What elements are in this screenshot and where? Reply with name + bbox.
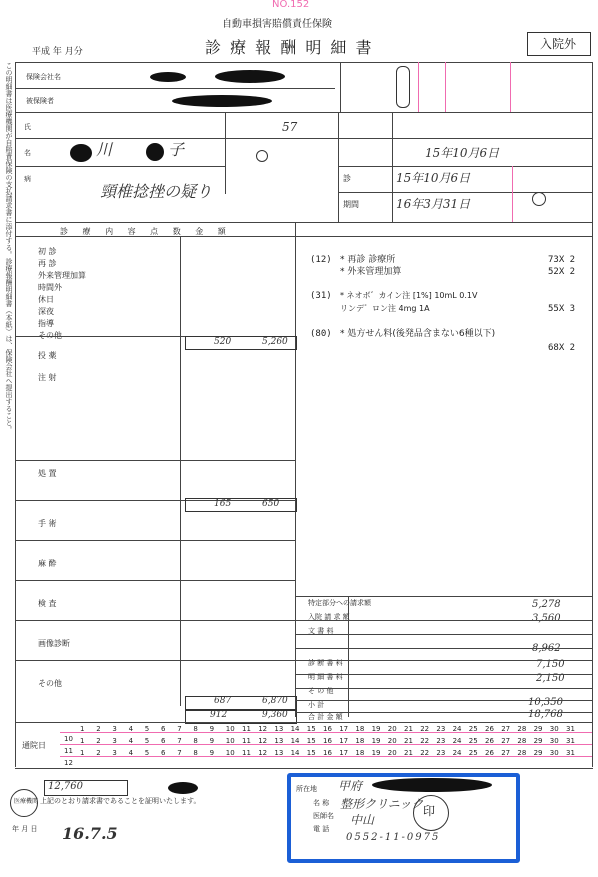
day-number: 9	[209, 737, 215, 745]
day-number: 27	[501, 749, 511, 757]
inst-label: 電 話	[313, 825, 330, 833]
day-number: 11	[242, 737, 251, 745]
list-item: 再 診	[38, 259, 57, 268]
day-number: 26	[485, 737, 494, 745]
form-subtitle: 自動車損害賠償責任保険	[222, 19, 332, 30]
inst-label: 名 称	[313, 799, 330, 807]
day-number: 20	[387, 725, 397, 733]
detail-amount: 68X 2	[548, 343, 576, 353]
claim-label: 入院 請 求 額	[308, 613, 350, 621]
day-number: 23	[436, 737, 446, 745]
redacted-block	[150, 72, 186, 82]
day-number: 23	[436, 749, 446, 757]
redacted-block	[172, 95, 272, 107]
month-label: 10	[64, 735, 73, 743]
list-item: 麻 酔	[38, 559, 57, 568]
claim-label: 明 細 書 料	[308, 673, 343, 681]
injection-yen: 5,260	[262, 337, 288, 347]
day-number: 6	[161, 737, 166, 745]
visit-label: 診	[343, 174, 351, 183]
seal-text: 印	[423, 804, 436, 818]
issue-date: 16.7.5	[62, 824, 118, 843]
day-number: 9	[209, 749, 215, 757]
day-number: 10	[225, 725, 235, 733]
list-item: 画像診断	[38, 639, 70, 648]
left-table-header: 診 療 内 容 点 数 金 額	[60, 227, 232, 236]
day-number: 31	[566, 725, 575, 733]
day-number: 19	[371, 737, 381, 745]
list-item: その他	[38, 679, 62, 688]
diag-date: 15年10月6日	[396, 171, 471, 185]
list-item: その他	[38, 331, 62, 340]
total-points: 912	[210, 710, 228, 720]
days-label: 通院日	[22, 741, 46, 750]
redacted-block	[372, 778, 492, 792]
day-number: 25	[468, 749, 478, 757]
day-number: 11	[242, 749, 251, 757]
day-number: 21	[404, 725, 413, 733]
day-number: 1	[80, 749, 85, 757]
claim-value: 3,560	[532, 613, 561, 624]
day-number: 12	[258, 749, 268, 757]
insurance-co-label: 保険会社名	[26, 73, 61, 81]
list-item: 深夜	[38, 307, 54, 316]
claim-value: 8,962	[532, 643, 561, 654]
redacted-block	[146, 143, 164, 161]
detail-text: * 処方せん料(後発品含まない6種以下)	[340, 329, 496, 339]
day-number: 23	[436, 725, 446, 733]
inst-phone: 0552-11-0975	[346, 832, 441, 843]
procedure-amount-box	[185, 498, 297, 512]
day-number: 10	[225, 749, 235, 757]
day-number: 2	[96, 737, 101, 745]
day-number: 29	[533, 737, 543, 745]
day-number: 24	[452, 737, 462, 745]
day-number: 14	[290, 737, 300, 745]
day-number: 16	[323, 725, 332, 733]
list-item: 初 診	[38, 247, 57, 256]
document-number: NO.152	[272, 0, 310, 10]
day-number: 18	[355, 749, 365, 757]
injection-points: 520	[214, 337, 232, 347]
day-number: 4	[128, 725, 134, 733]
claim-label: 合 計 金 額	[308, 713, 343, 721]
subtotal-points: 687	[214, 696, 232, 706]
end-date: 16年3月31日	[396, 197, 471, 211]
detail-text: リンデ゛ロン注 4mg 1A	[340, 304, 430, 313]
insured-label: 被保険者	[26, 97, 54, 105]
stamp-label: 医療機関	[14, 798, 39, 805]
day-number: 27	[501, 725, 511, 733]
billing-month: 平成 年 月分	[32, 47, 83, 57]
day-number: 25	[468, 725, 478, 733]
day-number: 28	[517, 725, 527, 733]
day-number: 5	[144, 737, 150, 745]
day-number: 7	[177, 725, 182, 733]
day-number: 31	[566, 749, 575, 757]
day-number: 13	[274, 737, 284, 745]
sex-circle	[256, 150, 268, 162]
list-item: 処 置	[38, 469, 57, 478]
day-number: 4	[128, 749, 134, 757]
outcome-circle	[532, 192, 546, 206]
detail-text: * 外来管理加算	[340, 267, 402, 277]
day-number: 15	[306, 737, 316, 745]
inout-label: 入院外	[540, 37, 577, 51]
day-number: 20	[387, 737, 397, 745]
claim-value: 7,150	[536, 659, 565, 670]
day-number: 10	[225, 737, 235, 745]
day-number: 2	[96, 725, 101, 733]
day-number: 12	[258, 737, 268, 745]
day-number: 19	[371, 725, 381, 733]
day-number: 21	[404, 737, 413, 745]
amount-value: 12,760	[48, 781, 83, 792]
vertical-note: この明細書は医療機関が自賠責保険の支払請求書に添付する。診療報酬明細書（本紙）は、保険会社へ提出すること。	[5, 62, 13, 433]
list-item: 時間外	[38, 283, 62, 292]
claim-value: 2,150	[536, 673, 565, 684]
redacted-block	[215, 70, 285, 83]
day-number: 6	[161, 725, 166, 733]
subtotal-yen: 6,870	[262, 696, 288, 706]
claims-header: 特定部分への請求額	[308, 599, 371, 607]
claim-value: 5,278	[532, 599, 561, 610]
detail-amount: 55X 3	[548, 304, 576, 314]
day-number: 26	[485, 749, 494, 757]
day-number: 30	[549, 725, 559, 733]
day-number: 4	[128, 737, 134, 745]
month-label: 11	[64, 747, 73, 755]
day-number: 3	[112, 737, 117, 745]
claim-label: 診 断 書 料	[308, 659, 343, 667]
detail-code: (80)	[310, 329, 332, 339]
day-number: 13	[274, 749, 284, 757]
list-item: 外来管理加算	[38, 271, 86, 280]
day-number: 14	[290, 725, 300, 733]
day-number: 30	[549, 737, 559, 745]
day-number: 22	[420, 737, 430, 745]
day-number: 1	[80, 737, 85, 745]
certification-note: 上記のとおり請求書であることを証明いたします。	[40, 797, 201, 805]
date-label: 年 月 日	[12, 825, 38, 833]
day-number: 16	[323, 737, 332, 745]
day-number: 18	[355, 725, 365, 733]
day-number: 5	[144, 749, 150, 757]
detail-text: * 再診 診療所	[340, 255, 396, 265]
inst-label: 医師名	[313, 812, 334, 820]
day-number: 11	[242, 725, 251, 733]
day-number: 20	[387, 749, 397, 757]
claim-label: 文 書 料	[308, 627, 334, 635]
day-number: 25	[468, 737, 478, 745]
day-number: 22	[420, 749, 430, 757]
detail-text: * ネオボ゛カイン注 [1%] 10mL 0.1V	[340, 291, 478, 300]
day-number: 16	[323, 749, 332, 757]
detail-code: (31)	[310, 291, 332, 301]
day-number: 8	[193, 749, 198, 757]
inst-name: 整形クリニック	[340, 797, 424, 811]
day-number: 8	[193, 737, 198, 745]
day-number: 17	[339, 749, 349, 757]
day-number: 26	[485, 725, 494, 733]
procedure-points: 165	[214, 499, 232, 509]
list-item: 指導	[38, 319, 54, 328]
day-number: 9	[209, 725, 215, 733]
day-number: 28	[517, 749, 527, 757]
detail-code: (12)	[310, 255, 332, 265]
insurance-type-circle	[396, 66, 410, 108]
day-number: 29	[533, 749, 543, 757]
day-number: 31	[566, 737, 575, 745]
day-number: 5	[144, 725, 150, 733]
day-number: 8	[193, 725, 198, 733]
day-number: 15	[306, 749, 316, 757]
detail-amount: 52X 2	[548, 267, 576, 277]
claim-value: 10,350	[528, 697, 563, 708]
total-yen: 9,360	[262, 710, 288, 720]
day-number: 21	[404, 749, 413, 757]
day-number: 29	[533, 725, 543, 733]
day-number: 2	[96, 749, 101, 757]
inst-doctor: 中山	[350, 813, 375, 827]
day-number: 6	[161, 749, 166, 757]
day-number: 18	[355, 737, 365, 745]
day-number: 24	[452, 749, 462, 757]
inst-label: 所在地	[296, 785, 317, 793]
redacted-block	[70, 144, 92, 162]
day-number: 3	[112, 749, 117, 757]
list-item: 休日	[38, 295, 54, 304]
day-number: 7	[177, 737, 182, 745]
list-item: 手 術	[38, 519, 57, 528]
period-label: 期間	[343, 200, 359, 209]
claim-value: 18,768	[528, 709, 563, 720]
name-label: 名	[24, 149, 31, 157]
day-number: 17	[339, 737, 349, 745]
day-number: 24	[452, 725, 462, 733]
procedure-yen: 650	[262, 499, 280, 509]
list-item: 投 薬	[38, 351, 57, 360]
diagnosis-value: 頸椎捻挫の疑り	[100, 182, 213, 201]
day-number: 7	[177, 749, 182, 757]
day-number: 30	[549, 749, 559, 757]
day-number: 15	[306, 725, 316, 733]
list-item: 検 査	[38, 599, 57, 608]
list-item: 注 射	[38, 373, 57, 382]
start-date: 15年10月6日	[425, 146, 500, 160]
claim-label: そ の 他	[308, 687, 334, 695]
day-number: 13	[274, 725, 284, 733]
day-number: 12	[258, 725, 268, 733]
day-number: 14	[290, 749, 300, 757]
month-label: 12	[64, 759, 73, 767]
day-number: 19	[371, 749, 381, 757]
diagnosis-label: 病	[24, 175, 31, 183]
form-title: 診 療 報 酬 明 細 書	[205, 38, 374, 57]
day-number: 1	[80, 725, 85, 733]
redacted-block	[168, 782, 198, 794]
birth-year: 57	[282, 120, 298, 134]
inst-address: 甲府	[338, 779, 363, 793]
claim-label: 小 計	[308, 701, 325, 709]
day-number: 28	[517, 737, 527, 745]
day-number: 22	[420, 725, 430, 733]
detail-amount: 73X 2	[548, 255, 576, 265]
day-number: 17	[339, 725, 349, 733]
day-number: 3	[112, 725, 117, 733]
day-number: 27	[501, 737, 511, 745]
